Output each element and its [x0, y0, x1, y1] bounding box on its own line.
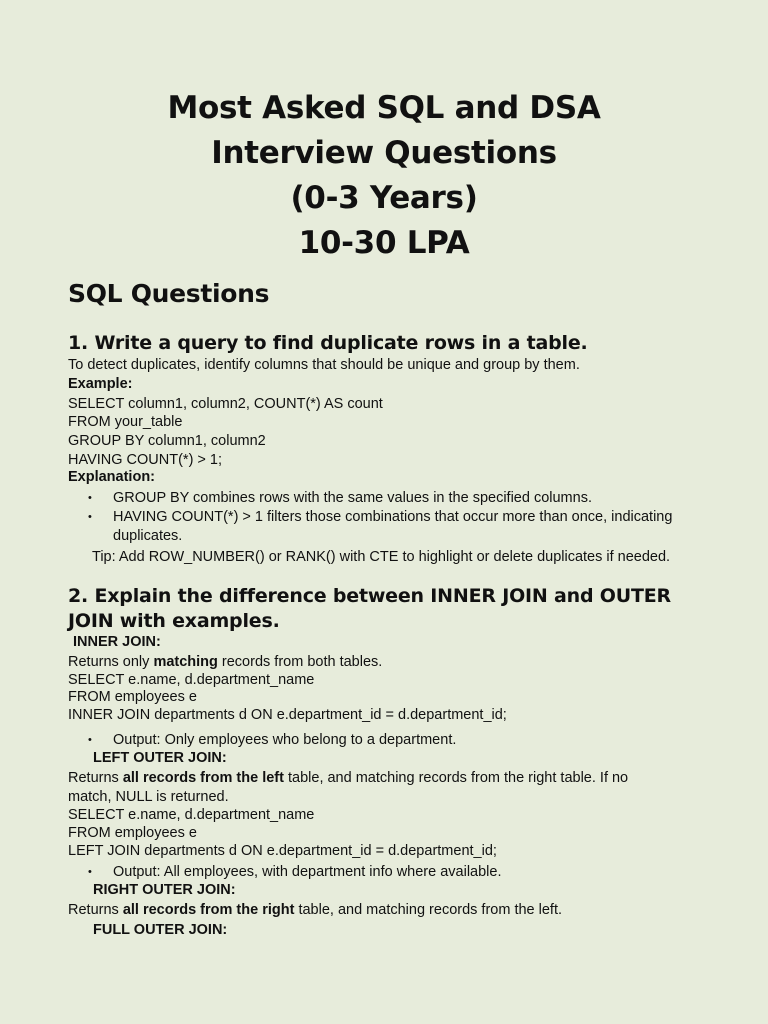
q1-code-line: SELECT column1, column2, COUNT(*) AS count: [68, 396, 383, 412]
left-code-line: LEFT JOIN departments d ON e.department_id = d.department_id;: [68, 843, 497, 859]
left-code-line: SELECT e.name, d.department_name: [68, 807, 315, 823]
inner-output: Output: Only employees who belong to a department.: [113, 732, 457, 748]
q1-intro: To detect duplicates, identify columns that should be unique and group by them.: [68, 357, 580, 373]
section-heading: SQL Questions: [68, 279, 270, 308]
document-title: [0, 86, 768, 266]
left-output: Output: All employees, with department info where available.: [113, 864, 502, 880]
bullet-icon: •: [88, 492, 92, 504]
q1-code-line: FROM your_table: [68, 414, 183, 430]
full-join-label: FULL OUTER JOIN:: [93, 922, 228, 938]
inner-join-description: Returns only matching records from both tables.: [68, 654, 383, 670]
list-item-text: GROUP BY combines rows with the same values in the specified columns.: [113, 490, 592, 506]
inner-join-label: INNER JOIN:: [73, 634, 161, 650]
q1-tip: Tip: Add ROW_NUMBER() or RANK() with CTE to highlight or delete duplicates if needed.: [92, 549, 671, 565]
bullet-icon: •: [88, 734, 92, 746]
title-line-3: (0-3 Years): [290, 180, 478, 216]
right-join-label: RIGHT OUTER JOIN:: [93, 882, 236, 898]
bullet-icon: •: [88, 866, 92, 878]
title-line-1: Most Asked SQL and DSA: [167, 90, 601, 126]
title-line-2: Interview Questions: [211, 135, 557, 171]
left-join-description-line-2: match, NULL is returned.: [68, 789, 229, 805]
title-line-4: 10-30 LPA: [298, 225, 470, 261]
q1-code-line: GROUP BY column1, column2: [68, 433, 266, 449]
list-item-text: HAVING COUNT(*) > 1 filters those combinations that occur more than once, indicating: [113, 509, 673, 525]
right-join-description: Returns all records from the right table, and matching records from the left.: [68, 902, 563, 918]
left-join-label: LEFT OUTER JOIN:: [93, 750, 227, 766]
q2-heading-line-2: JOIN with examples.: [68, 610, 280, 632]
q2-heading-line-1: 2. Explain the difference between INNER JOIN and OUTER: [68, 585, 671, 607]
inner-code-line: SELECT e.name, d.department_name: [68, 672, 315, 688]
inner-code-line: FROM employees e: [68, 689, 197, 705]
inner-code-line: INNER JOIN departments d ON e.department_id = d.department_id;: [68, 707, 507, 723]
q1-explanation-label: Explanation:: [68, 469, 156, 485]
q1-heading: 1. Write a query to find duplicate rows in a table.: [68, 332, 588, 354]
left-code-line: FROM employees e: [68, 825, 197, 841]
left-join-description: Returns all records from the left table, and matching records from the right table. If no: [68, 770, 629, 786]
q1-example-label: Example:: [68, 376, 133, 392]
list-item-text: duplicates.: [113, 528, 183, 544]
bullet-icon: •: [88, 511, 92, 523]
q1-code-line: HAVING COUNT(*) > 1;: [68, 452, 223, 468]
